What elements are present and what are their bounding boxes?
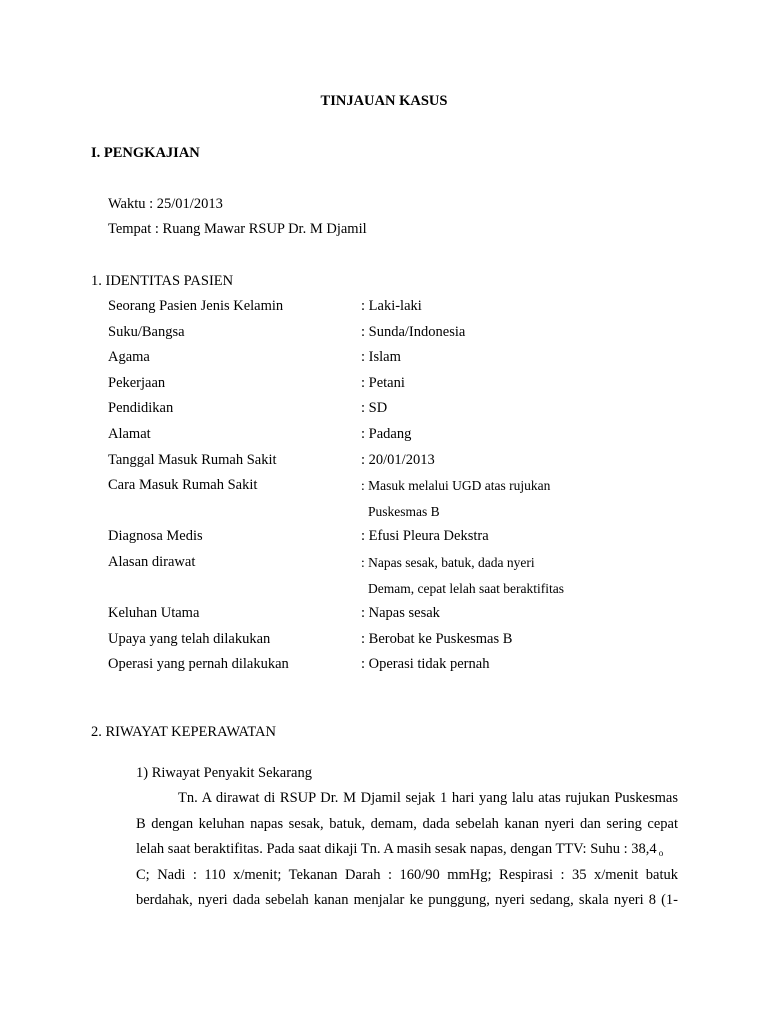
identitas-value: : Operasi tidak pernah — [361, 656, 490, 673]
identitas-value-continued: Demam, cepat lelah saat beraktifitas — [368, 580, 565, 596]
tempat-line: Tempat : Ruang Mawar RSUP Dr. M Djamil — [108, 221, 367, 237]
identitas-key: Pendidikan — [108, 400, 174, 417]
identitas-key: Pekerjaan — [108, 374, 166, 391]
identitas-value: : Laki-laki — [361, 298, 422, 314]
identitas-value: : Padang — [361, 426, 412, 442]
identitas-value: : Masuk melalui UGD atas rujukan — [361, 478, 551, 494]
identitas-key: Upaya yang telah dilakukan — [108, 630, 271, 647]
identitas-key: Seorang Pasien Jenis Kelamin — [108, 298, 284, 314]
degree-symbol: o — [658, 848, 664, 859]
identitas-value: : SD — [361, 400, 388, 417]
identitas-key: Cara Masuk Rumah Sakit — [108, 477, 258, 494]
identitas-value: : Sunda/Indonesia — [361, 323, 466, 340]
section-heading-pengkajian: I. PENGKAJIAN — [91, 145, 200, 161]
identitas-key: Suku/Bangsa — [108, 323, 185, 340]
paragraph-line: lelah saat beraktifitas. Pada saat dikaji Tn. A masih sesak napas, dengan TTV: Suhu : 38,4 $_o$ — [136, 841, 664, 859]
riwayat-subheading: 1) Riwayat Penyakit Sekarang — [136, 765, 312, 781]
page-title: TINJAUAN KASUS — [320, 93, 448, 109]
paragraph-line: Tn. A dirawat di RSUP Dr. M Djamil sejak 1 hari yang lalu atas rujukan Puskesmas — [178, 790, 678, 806]
identitas-key: Diagnosa Medis — [108, 528, 203, 545]
identitas-value: : 20/01/2013 — [361, 451, 435, 468]
identitas-value: : Napas sesak — [361, 605, 440, 622]
identitas-value-continued: Puskesmas B — [368, 503, 440, 519]
identitas-key: Agama — [108, 349, 150, 366]
paragraph-line: berdahak, nyeri dada sebelah kanan menjalar ke punggung, nyeri sedang, skala nyeri 8 (1- — [136, 892, 678, 909]
identitas-key: Tanggal Masuk Rumah Sakit — [108, 451, 277, 468]
identitas-value: : Petani — [361, 374, 405, 391]
identitas-heading: 1. IDENTITAS PASIEN — [91, 273, 234, 289]
identitas-key: Alamat — [108, 426, 151, 442]
identitas-key: Operasi yang pernah dilakukan — [108, 656, 289, 673]
identitas-value: : Berobat ke Puskesmas B — [361, 630, 513, 647]
paragraph-line: B dengan keluhan napas sesak, batuk, demam, dada sebelah kanan nyeri dan sering cepat — [136, 815, 678, 832]
identitas-value: : Napas sesak, batuk, dada nyeri — [361, 555, 535, 570]
riwayat-paragraph — [136, 786, 678, 914]
identitas-value: : Islam — [361, 349, 401, 366]
riwayat-heading: 2. RIWAYAT KEPERAWATAN — [91, 724, 276, 740]
identitas-key: Keluhan Utama — [108, 605, 200, 622]
identitas-key: Alasan dirawat — [108, 554, 196, 570]
identitas-value: : Efusi Pleura Dekstra — [361, 528, 489, 545]
paragraph-line: C; Nadi : 110 x/menit; Tekanan Darah : 160/90 mmHg; Respirasi : 35 x/menit batuk — [136, 866, 678, 883]
waktu-line: Waktu : 25/01/2013 — [108, 196, 223, 212]
